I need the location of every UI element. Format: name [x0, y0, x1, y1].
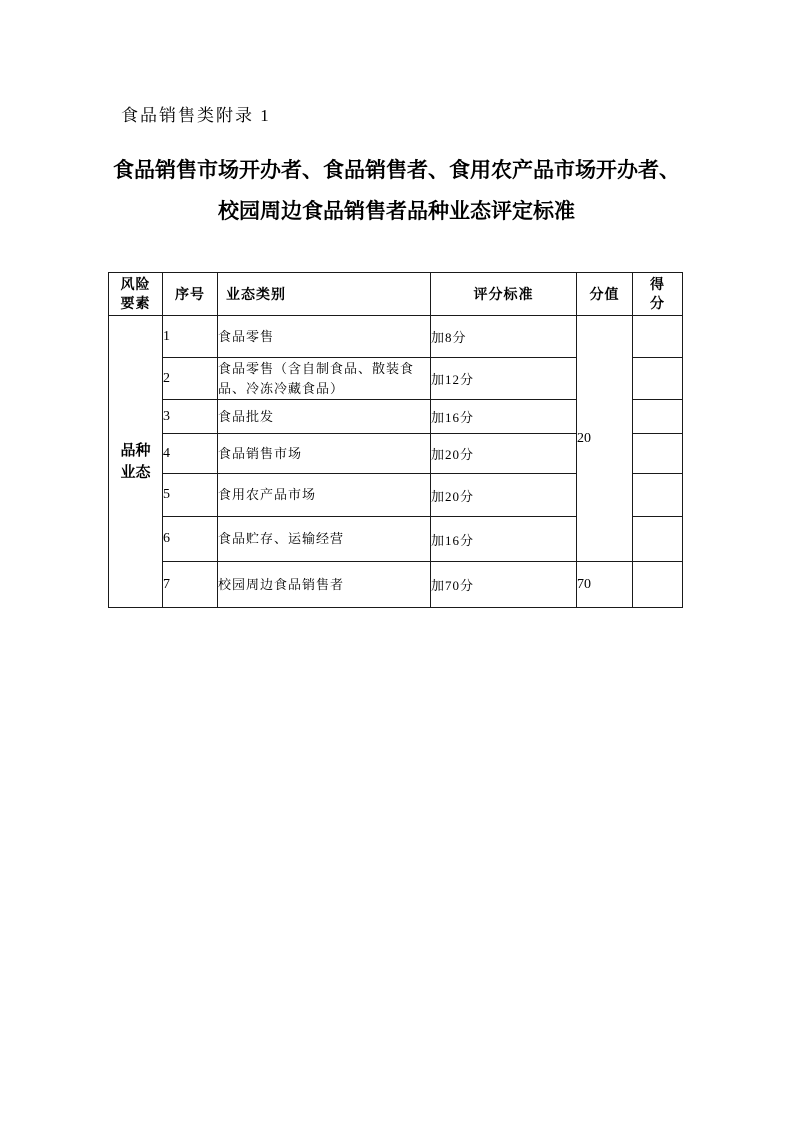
score-cell-empty	[633, 517, 683, 562]
category-cell: 食品批发	[218, 400, 431, 434]
document-title-line2: 校园周边食品销售者品种业态评定标准	[218, 200, 575, 223]
col-header-no: 序号	[163, 273, 218, 316]
score-cell-empty	[633, 400, 683, 434]
criteria-cell: 加20分	[431, 434, 577, 474]
score-cell-empty	[633, 316, 683, 358]
row-number-cell: 3	[163, 400, 218, 434]
risk-factor-line2: 业态	[120, 463, 151, 481]
col-header-risk-factor	[109, 273, 163, 316]
table-row	[109, 562, 683, 608]
score-cell-empty	[633, 474, 683, 517]
row-number-cell: 7	[163, 562, 218, 608]
row-number-cell: 5	[163, 474, 218, 517]
col-header-category: 业态类别	[218, 273, 431, 316]
criteria-cell: 加20分	[431, 474, 577, 517]
document-title	[0, 150, 793, 232]
category-cell: 食品零售（含自制食品、散装食品、冷冻冷藏食品）	[218, 358, 431, 400]
score-cell-empty	[633, 562, 683, 608]
criteria-cell: 加16分	[431, 517, 577, 562]
criteria-cell: 加8分	[431, 316, 577, 358]
col-header-score-line2: 分	[650, 295, 665, 311]
score-cell-empty	[633, 358, 683, 400]
criteria-cell: 加70分	[431, 562, 577, 608]
row-number-cell: 2	[163, 358, 218, 400]
risk-factor-line1: 品种	[120, 441, 151, 459]
category-cell: 校园周边食品销售者	[218, 562, 431, 608]
value-cell-merged: 20	[577, 316, 633, 562]
category-cell: 食品零售	[218, 316, 431, 358]
category-cell: 食品销售市场	[218, 434, 431, 474]
col-header-value: 分值	[577, 273, 633, 316]
evaluation-criteria-table	[108, 272, 683, 608]
category-cell: 食品贮存、运输经营	[218, 517, 431, 562]
col-header-risk-factor-line2: 要素	[120, 295, 151, 311]
category-cell: 食用农产品市场	[218, 474, 431, 517]
row-number-cell: 6	[163, 517, 218, 562]
document-title-line1: 食品销售市场开办者、食品销售者、食用农产品市场开办者、	[113, 159, 680, 182]
appendix-label: 食品销售类附录 1	[121, 106, 271, 125]
col-header-risk-factor-line1: 风险	[120, 276, 151, 292]
criteria-cell: 加16分	[431, 400, 577, 434]
criteria-cell: 加12分	[431, 358, 577, 400]
row-number-cell: 4	[163, 434, 218, 474]
table-header-row	[109, 273, 683, 316]
col-header-score-line1: 得	[650, 276, 665, 292]
col-header-score	[633, 273, 683, 316]
row-number-cell: 1	[163, 316, 218, 358]
table-row	[109, 316, 683, 358]
col-header-criteria: 评分标准	[431, 273, 577, 316]
value-cell: 70	[577, 562, 633, 608]
score-cell-empty	[633, 434, 683, 474]
risk-factor-cell	[109, 316, 163, 608]
